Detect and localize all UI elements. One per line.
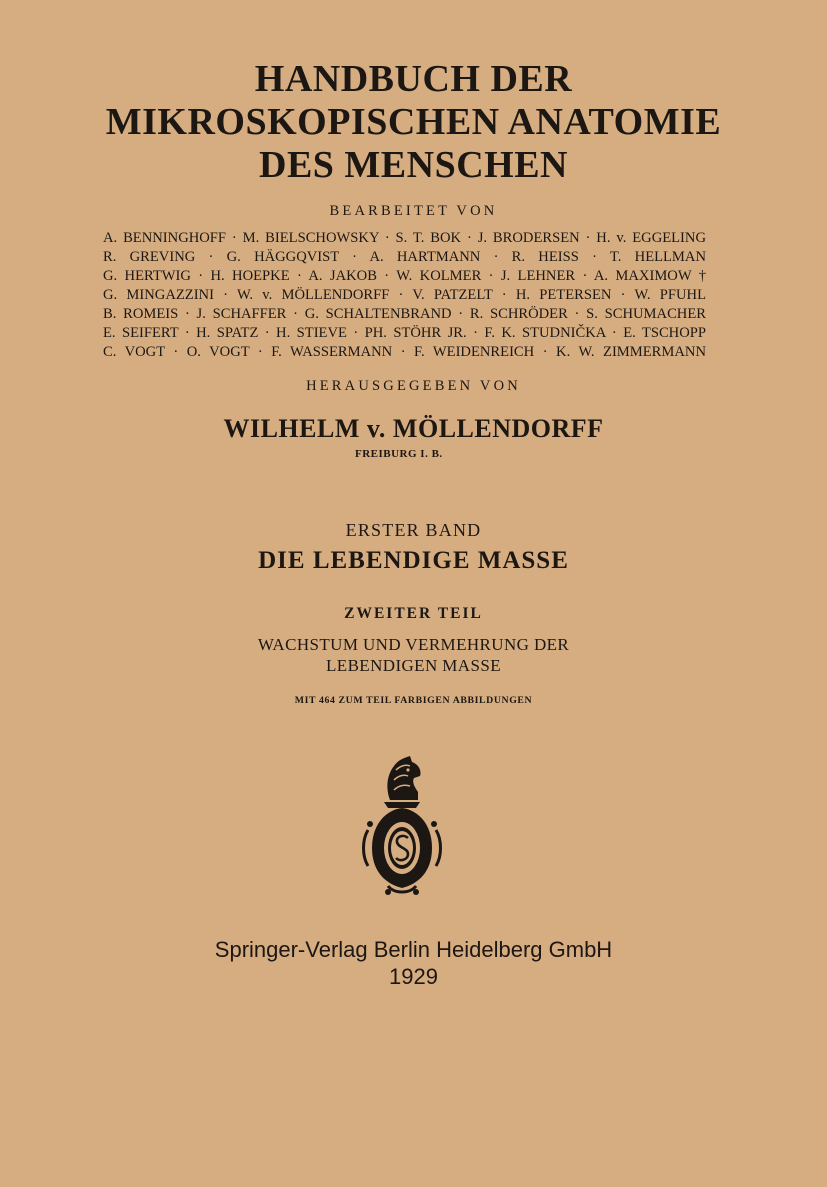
part-label: ZWEITER TEIL — [344, 605, 483, 622]
contributor-line: B. ROMEIS · J. SCHAFFER · G. SCHALTENBRAND · R. SCHRÖDER · S. SCHUMACHER — [103, 306, 706, 322]
bearbeitet-label: BEARBEITET VON — [329, 203, 498, 219]
contributor-line: E. SEIFERT · H. SPATZ · H. STIEVE · PH. STÖHR JR. · F. K. STUDNIČKA · E. TSCHOPP — [103, 325, 706, 341]
springer-knight-logo-icon — [360, 752, 444, 900]
herausgegeben-label: HERAUSGEGEBEN VON — [306, 378, 521, 394]
publication-year: 1929 — [389, 964, 438, 989]
contributor-line: R. GREVING · G. HÄGGQVIST · A. HARTMANN · R. HEISS · T. HELLMAN — [103, 249, 706, 265]
contributor-line: G. HERTWIG · H. HOEPKE · A. JAKOB · W. KOLMER · J. LEHNER · A. MAXIMOW † — [103, 268, 706, 284]
illustrations-note: MIT 464 ZUM TEIL FARBIGEN ABBILDUNGEN — [294, 695, 533, 706]
title-line-1: HANDBUCH DER — [254, 58, 573, 100]
volume-label: ERSTER BAND — [345, 520, 482, 540]
publisher-name: Springer-Verlag Berlin Heidelberg GmbH — [214, 937, 613, 962]
contributor-line: A. BENNINGHOFF · M. BIELSCHOWSKY · S. T. BOK · J. BRODERSEN · H. v. EGGELING — [103, 230, 706, 246]
editor-name: WILHELM v. MÖLLENDORFF — [223, 414, 604, 443]
contributor-line: G. MINGAZZINI · W. v. MÖLLENDORFF · V. PATZELT · H. PETERSEN · W. PFUHL — [103, 287, 706, 303]
part-title-line-1: WACHSTUM UND VERMEHRUNG DER — [257, 635, 570, 654]
editor-location: FREIBURG I. B. — [355, 448, 443, 460]
title-line-2: MIKROSKOPISCHEN ANATOMIE — [105, 101, 722, 143]
contributor-line: C. VOGT · O. VOGT · F. WASSERMANN · F. WEIDENREICH · K. W. ZIMMERMANN — [103, 344, 706, 360]
volume-title: DIE LEBENDIGE MASSE — [258, 547, 569, 574]
part-title-line-2: LEBENDIGEN MASSE — [326, 656, 501, 675]
title-line-3: DES MENSCHEN — [259, 144, 568, 186]
